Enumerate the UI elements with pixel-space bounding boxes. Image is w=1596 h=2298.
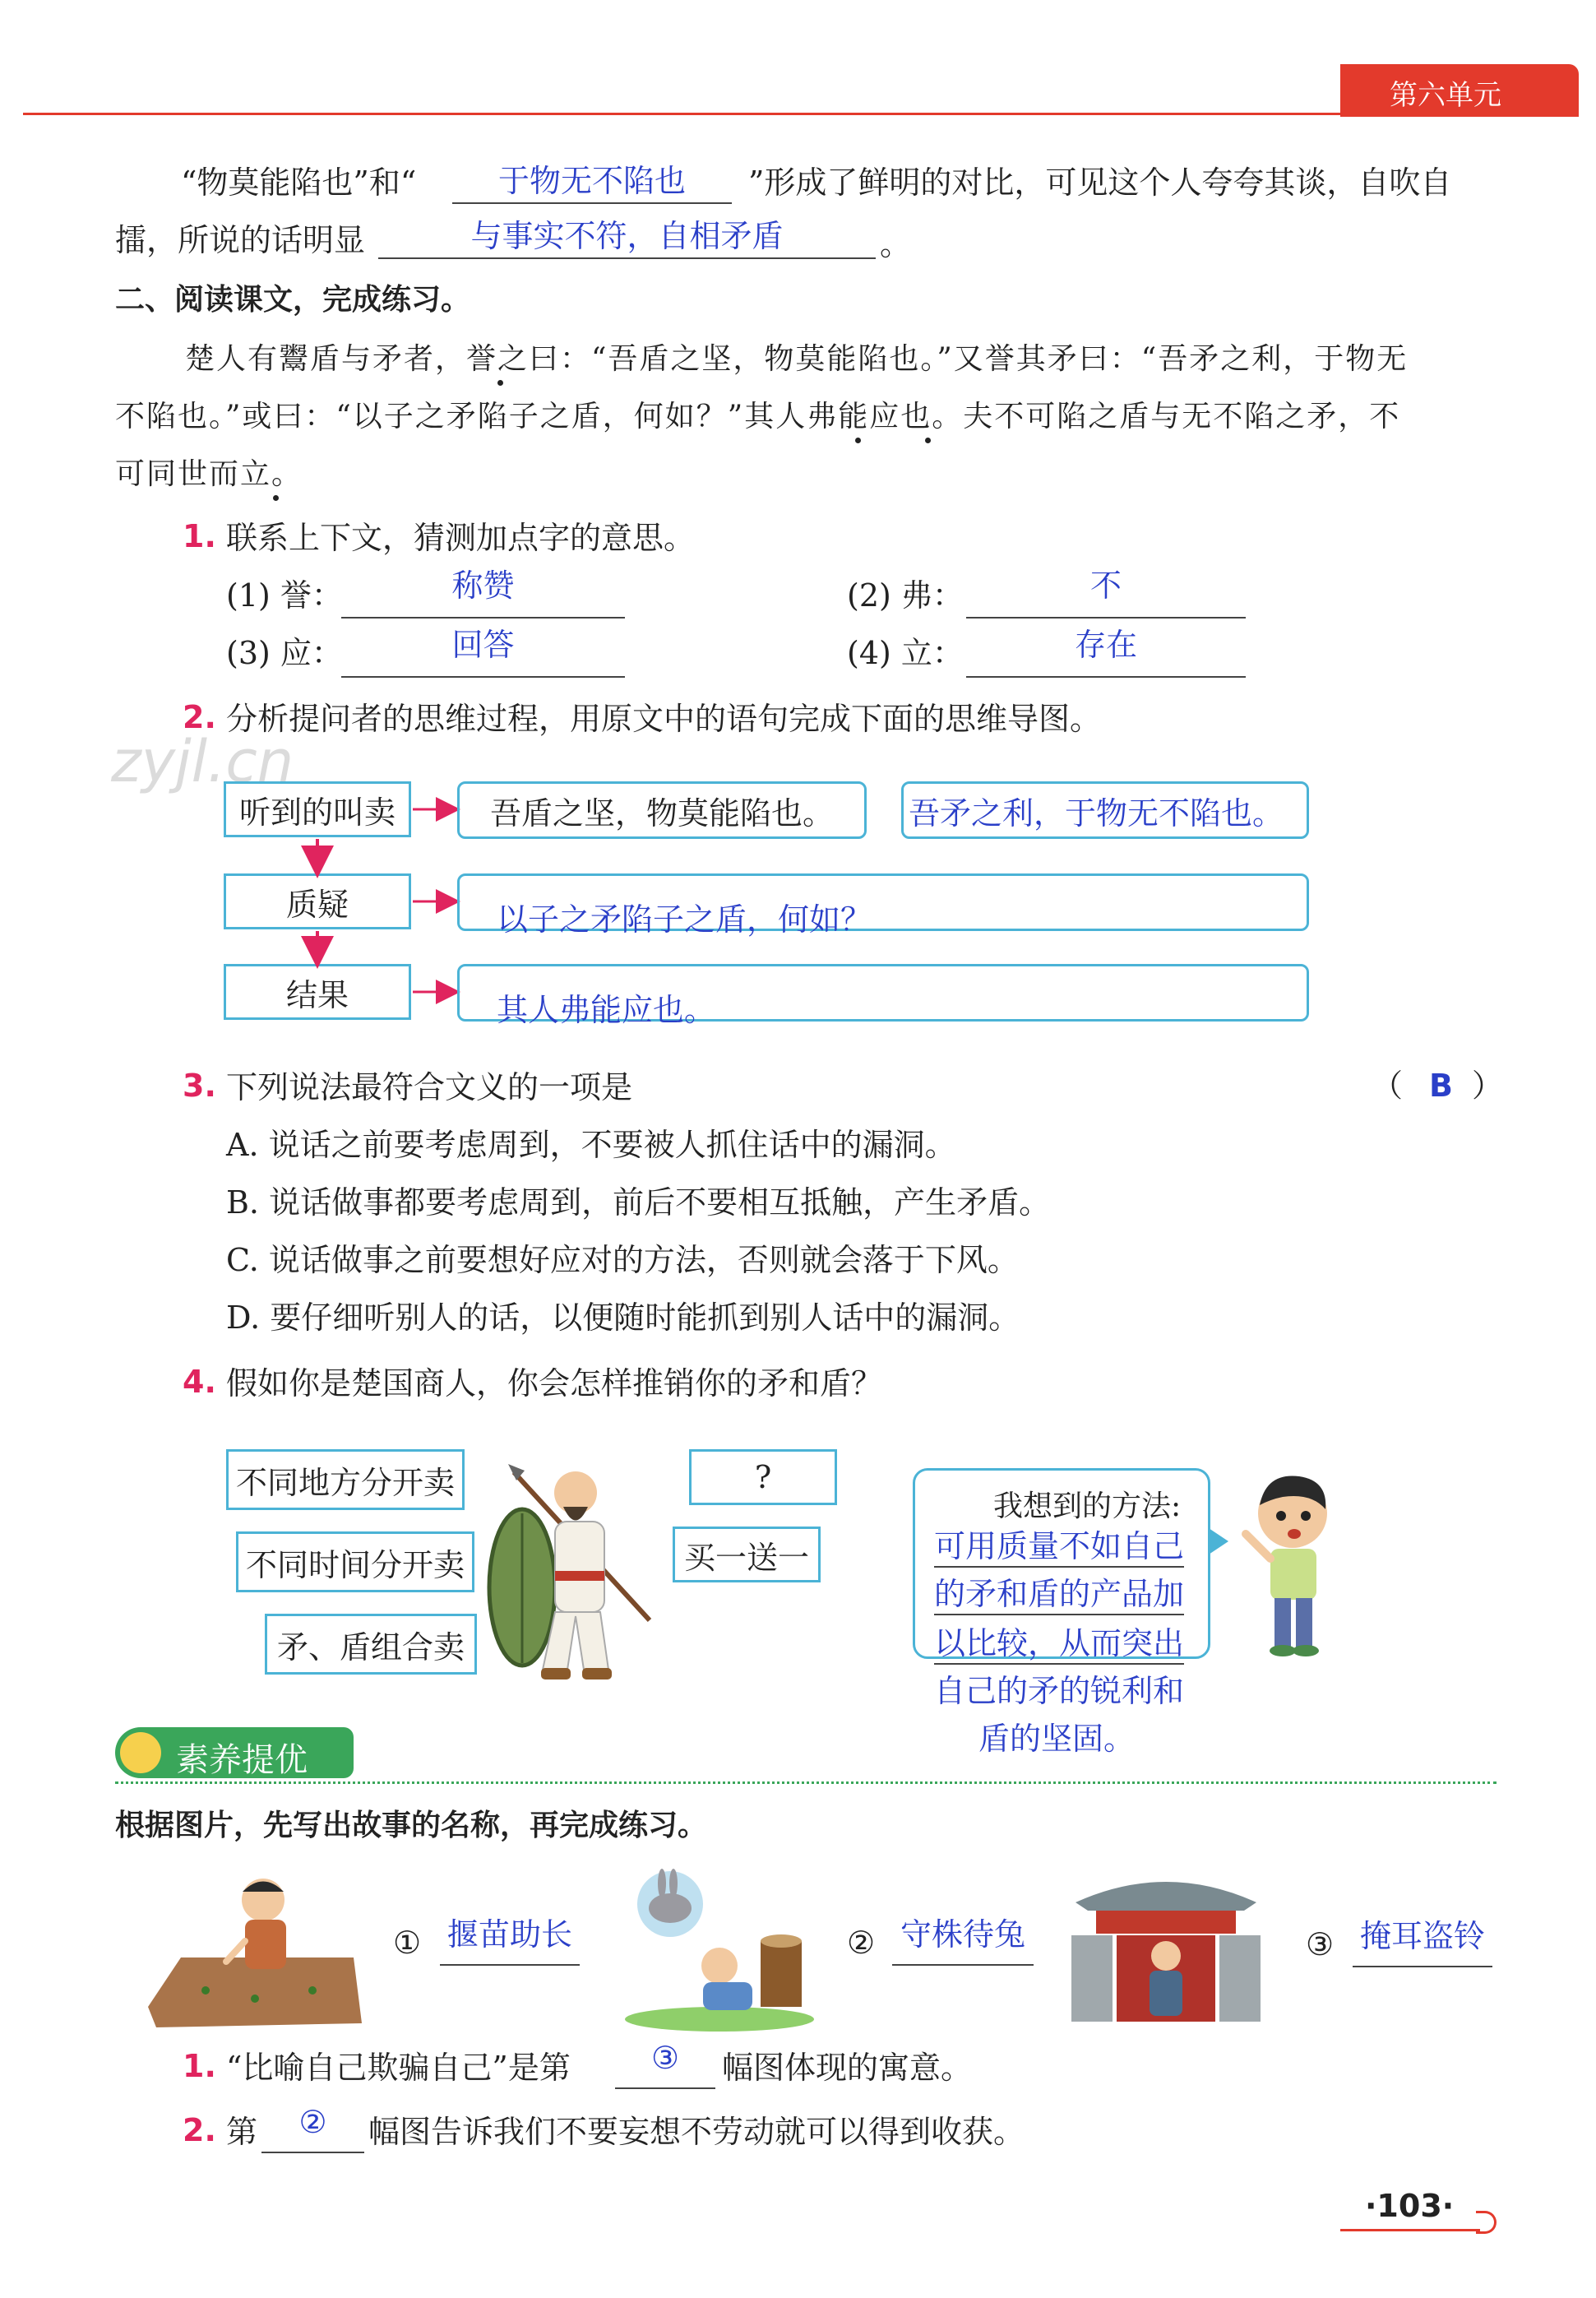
method-answer-line1: 可用质量不如自己 — [934, 1528, 1184, 1568]
boy-illustration — [1233, 1468, 1349, 1666]
idea-box-bogo — [673, 1527, 821, 1582]
idea-box-places — [226, 1449, 465, 1510]
s3-q2-number: 2. — [183, 2112, 216, 2148]
idea-box-times — [236, 1531, 474, 1592]
map-result-answer — [457, 964, 1309, 1028]
passage-line3: 可同世而立。 — [115, 457, 303, 491]
q4-text: 假如你是楚国商人，你会怎样推销你的矛和盾？ — [226, 1365, 883, 1402]
q4-number: 4. — [183, 1364, 216, 1400]
story3-picture — [1067, 1865, 1265, 2026]
story1-answer: 揠苗助长 — [446, 1916, 572, 1953]
q1-item1-label: (1) 誉： — [226, 577, 343, 614]
passage-line1: 楚人有鬻盾与矛者，誉之曰：“吾盾之坚，物莫能陷也。”又誉其矛曰：“吾矛之利，于物无 — [185, 342, 1409, 376]
q3-option-b: B. 说话做事都要考虑周到，前后不要相互抵触，产生矛盾。 — [226, 1184, 1051, 1221]
idea-box-times-text: 不同时间分开卖 — [245, 1546, 465, 1583]
method-answer-line5: 盾的坚固。 — [978, 1721, 1136, 1757]
map-doubt-answer-text: 以子之矛陷子之盾，何如？ — [497, 901, 872, 938]
story3-mark: ③ — [1306, 1926, 1335, 1962]
q3-option-c: C. 说话做事之前要想好应对的方法，否则就会落于下风。 — [226, 1242, 1019, 1278]
q3-text: 下列说法最符合文义的一项是 — [226, 1069, 633, 1105]
q3-option-a: A. 说话之前要考虑周到，不要被人抓住话中的漏洞。 — [226, 1127, 956, 1163]
unit-label: 第六单元 — [1390, 79, 1501, 112]
map-doubt-answer — [457, 873, 1309, 938]
q1-item2-answer: 不 — [1089, 568, 1122, 604]
story1-blank — [440, 1916, 580, 1966]
intro-line2-a: 擂，所说的话明显 — [115, 222, 366, 258]
s3-q1-number: 1. — [183, 2048, 216, 2084]
q2-text: 分析提问者的思维过程，用原文中的语句完成下面的思维导图。 — [226, 701, 1102, 737]
bubble-tail — [1209, 1528, 1228, 1554]
section3-divider — [115, 1781, 1497, 1784]
idea-box-bogo-text: 买一送一 — [683, 1539, 809, 1576]
q1-item4-answer: 存在 — [1074, 627, 1137, 663]
method-answer-line4: 自己的矛的锐利和 — [934, 1673, 1185, 1709]
q3-paren-open: （ — [1372, 1068, 1404, 1104]
intro-line1-b: ”形成了鲜明的对比，可见这个人夸夸其谈，自吹自 — [748, 164, 1452, 201]
idea-box-combo-text: 矛、盾组合卖 — [276, 1629, 465, 1666]
q3-paren-close: ） — [1472, 1068, 1504, 1104]
s3-q1-blank — [615, 2040, 715, 2089]
intro-line1-a: “物莫能陷也”和“ — [181, 164, 417, 201]
story2-answer: 守株待兔 — [900, 1916, 1025, 1953]
map-node-result-label: 结果 — [285, 976, 349, 1013]
q1-item4-label: (4) 立： — [847, 635, 964, 671]
method-answer-line3: 以比较，从而突出 — [934, 1625, 1184, 1665]
q1-item3-label: (3) 应： — [226, 635, 343, 671]
story1-mark: ① — [393, 1925, 422, 1961]
story3-answer: 掩耳盗铃 — [1359, 1918, 1485, 1954]
method-answer-line2: 的矛和盾的产品加 — [934, 1576, 1184, 1615]
merchant-illustration — [485, 1448, 658, 1694]
q1-item1-answer: 称赞 — [451, 568, 515, 604]
section2-title: 二、阅读课文，完成练习。 — [115, 283, 471, 317]
story2-picture — [621, 1867, 818, 2032]
intro-answer2: 与事实不符，自相矛盾 — [470, 218, 784, 254]
q2-number: 2. — [183, 699, 216, 735]
bubble-title: 我想到的方法: — [993, 1490, 1182, 1523]
story2-blank — [892, 1916, 1034, 1966]
idea-box-combo — [265, 1614, 477, 1675]
q3-number: 3. — [183, 1068, 216, 1104]
s3-q1-text-a: “比喻自己欺骗自己”是第 — [226, 2050, 571, 2086]
idea-box-places-text: 不同地方分开卖 — [235, 1464, 455, 1501]
s3-q2-text-a: 第 — [226, 2114, 258, 2150]
page-number: ·103· — [1365, 2188, 1455, 2224]
story3-blank — [1353, 1918, 1492, 1967]
idea-box-question-text: ? — [754, 1459, 772, 1495]
passage-line2: 不陷也。”或曰：“以子之矛陷子之盾，何如？”其人弗能应也。夫不可陷之盾与无不陷之矛，不 — [115, 400, 1401, 433]
map-heard-shield — [457, 781, 867, 839]
map-node-heard-label: 听到的叫卖 — [238, 794, 396, 831]
q1-text: 联系上下文，猜测加点字的意思。 — [226, 520, 696, 556]
q3-answer: B — [1429, 1068, 1453, 1104]
q1-number: 1. — [183, 518, 216, 554]
watermark: zyjl.cn — [111, 728, 294, 795]
s3-q2-blank — [261, 2104, 364, 2153]
map-heard-shield-text: 吾盾之坚，物莫能陷也。 — [489, 795, 834, 832]
footer-rule — [1340, 2229, 1480, 2231]
magnifier-icon — [120, 1732, 161, 1773]
map-node-doubt-label: 质疑 — [285, 886, 349, 923]
story1-picture — [148, 1867, 362, 2032]
map-heard-spear — [901, 781, 1309, 839]
q1-item2-label: (2) 弗： — [847, 577, 964, 614]
idea-box-question — [689, 1449, 837, 1505]
s3-q2-answer: ② — [298, 2104, 327, 2140]
q1-item3-answer: 回答 — [451, 627, 515, 663]
s3-q1-text-b: 幅图体现的寓意。 — [722, 2050, 973, 2086]
intro-answer1: 于物无不陷也 — [497, 163, 686, 199]
map-result-answer-text: 其人弗能应也。 — [497, 991, 716, 1028]
map-heard-spear-text: 吾矛之利，于物无不陷也。 — [909, 795, 1284, 832]
section3-instruction: 根据图片，先写出故事的名称，再完成练习。 — [115, 1809, 708, 1842]
s3-q2-text-b: 幅图告诉我们不要妄想不劳动就可以得到收获。 — [368, 2114, 1025, 2150]
s3-q1-answer: ③ — [650, 2040, 680, 2076]
q3-option-d: D. 要仔细听别人的话，以便随时能抓到别人话中的漏洞。 — [226, 1300, 1020, 1336]
intro-line2-b: 。 — [880, 226, 912, 262]
story2-mark: ② — [847, 1925, 876, 1961]
section3-banner-label: 素养提优 — [176, 1741, 308, 1779]
